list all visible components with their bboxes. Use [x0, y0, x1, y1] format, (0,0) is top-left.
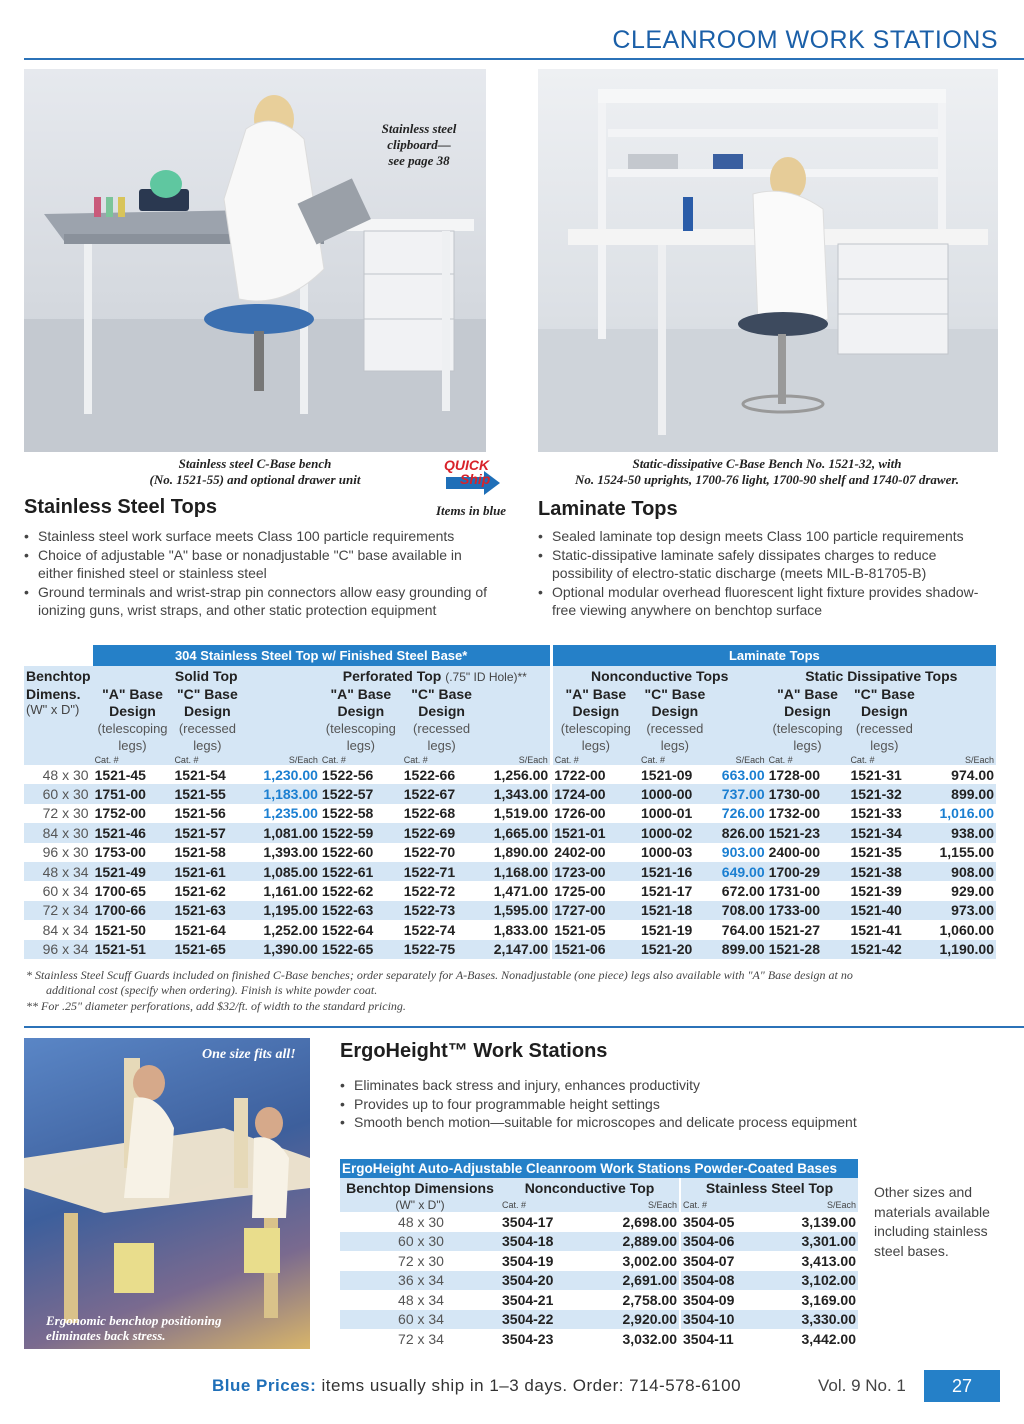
- noncond-c-cat-cell: 1521-19: [640, 921, 693, 938]
- each-label: S/Each: [826, 1200, 856, 1210]
- table-row: [24, 940, 996, 959]
- each-label: S/Each: [288, 754, 318, 765]
- ergo-row: [340, 1310, 858, 1330]
- each-label: S/Each: [964, 754, 994, 765]
- ergo-stainless-price-cell: 3,301.00: [754, 1232, 858, 1252]
- solid-a-cat-cell: 1521-45: [94, 766, 146, 783]
- volume-label: Vol. 9 No. 1: [818, 1376, 906, 1395]
- static-c-cat-cell: 1521-40: [848, 901, 920, 920]
- left-caption-line-1: Stainless steel C-Base bench: [178, 456, 332, 471]
- perf-c-base-head: "C" Base Design (recessed legs): [411, 686, 472, 753]
- perf-price-cell: 1,343.00: [481, 784, 551, 803]
- clipboard-callout: [354, 121, 484, 169]
- ergo-overlay-line-1: Ergonomic benchtop positioning: [46, 1313, 222, 1328]
- ergo-noncond-cat-cell: 3504-21: [502, 1291, 554, 1308]
- solid-a-cat-cell: 1521-49: [93, 862, 173, 881]
- static-price-cell: 938.00: [920, 823, 996, 842]
- ergoheight-illustration: [24, 1038, 310, 1349]
- noncond-price-cell: 649.00: [711, 862, 767, 881]
- noncond-price-cell: 826.00: [711, 823, 767, 842]
- noncond-a-cat-cell: 1521-01: [551, 823, 639, 842]
- other-sizes-note: Other sizes and materials available including stainless steel bases.: [874, 1184, 990, 1259]
- ergo-stainless-cat-cell: 3504-08: [680, 1271, 754, 1291]
- ergo-bullet: • Smooth bench motion—suitable for microscopes and delicate process equipment: [340, 1113, 900, 1132]
- noncond-a-cat-cell: 1724-00: [551, 784, 639, 803]
- ergo-noncond-price-cell: 2,698.00: [622, 1213, 677, 1230]
- ergo-row: [340, 1251, 858, 1271]
- laminate-bench-photo: [538, 69, 998, 452]
- ergo-stainless-cat-cell: 3504-11: [680, 1329, 754, 1349]
- static-price-cell: 1,016.00: [939, 805, 994, 822]
- perf-c-cat-cell: 1522-66: [403, 766, 456, 783]
- ergo-stainless-cat-cell: 3504-07: [680, 1251, 754, 1271]
- perf-price-cell: 1,833.00: [493, 921, 549, 938]
- each-label: S/Each: [735, 754, 765, 765]
- solid-a-cat-cell: 1752-00: [94, 805, 146, 822]
- perf-a-cat-cell: 1522-60: [321, 844, 374, 861]
- table-row: [24, 804, 996, 823]
- solid-c-cat-cell: 1521-54: [174, 766, 226, 783]
- perf-a-cat-cell: 1522-57: [320, 784, 402, 803]
- ergo-row: [340, 1232, 858, 1252]
- static-c-cat-cell: 1521-41: [850, 921, 902, 938]
- solid-c-cat-cell: 1521-65: [172, 940, 242, 959]
- noncond-c-cat-cell: 1521-16: [639, 862, 711, 881]
- perf-c-cat-cell: 1522-72: [403, 883, 456, 900]
- noncond-price-cell: 708.00: [711, 901, 767, 920]
- static-c-cat-cell: 1521-39: [850, 883, 902, 900]
- perf-c-cat-cell: 1522-69: [402, 823, 482, 842]
- ergo-noncond-price-cell: 2,889.00: [570, 1232, 680, 1252]
- perf-c-cat-cell: 1522-67: [402, 784, 482, 803]
- static-a-cat-cell: 2400-00: [768, 844, 820, 861]
- solid-a-cat-cell: 1700-66: [93, 901, 173, 920]
- perf-price-cell: 1,256.00: [493, 766, 549, 783]
- perf-a-base-head: "A" Base Design (telescoping legs): [325, 686, 396, 753]
- ergo-stainless-price-cell: 3,169.00: [801, 1291, 856, 1308]
- ergo-bullets: [340, 1076, 900, 1132]
- noncond-c-cat-cell: 1000-02: [639, 823, 711, 842]
- dimension-cell: 72 x 30: [42, 805, 89, 822]
- ergo-stainless-cat-cell: 3504-10: [680, 1310, 754, 1330]
- ergo-noncond-price-cell: 3,002.00: [622, 1252, 677, 1269]
- each-label: S/Each: [518, 754, 548, 765]
- perf-price-cell: 2,147.00: [481, 940, 551, 959]
- cat-label: Cat. #: [403, 754, 428, 765]
- perf-price-cell: 1,519.00: [493, 805, 549, 822]
- solid-a-cat-cell: 1521-46: [93, 823, 173, 842]
- ergo-noncond-cat-cell: 3504-19: [502, 1252, 554, 1269]
- noncond-price-cell: 663.00: [721, 766, 765, 783]
- ergo-noncond-cat-cell: 3504-23: [502, 1330, 554, 1347]
- static-a-cat-cell: 1521-27: [768, 921, 820, 938]
- perf-price-cell: 1,890.00: [493, 844, 549, 861]
- static-a-cat-cell: 1732-00: [768, 805, 820, 822]
- ergo-noncond-cat-cell: 3504-18: [500, 1232, 570, 1252]
- each-label: S/Each: [647, 1200, 677, 1210]
- ergo-dimension-cell: 48 x 34: [398, 1291, 444, 1308]
- table-row: [24, 843, 996, 862]
- ergo-photo-overlay-top: One size fits all!: [202, 1047, 296, 1062]
- ergo-stainless-price-cell: 3,413.00: [801, 1252, 856, 1269]
- dimension-cell: 60 x 30: [24, 784, 93, 803]
- static-c-cat-cell: 1521-35: [850, 844, 902, 861]
- ergo-noncond-cat-cell: 3504-20: [500, 1271, 570, 1291]
- solid-price-cell: 1,161.00: [263, 883, 318, 900]
- table-row: [24, 901, 996, 920]
- laminate-bullet: • Sealed laminate top design meets Class 100 particle requirements: [538, 527, 998, 546]
- dimension-cell: 60 x 34: [42, 883, 89, 900]
- perf-c-cat-cell: 1522-75: [402, 940, 482, 959]
- static-c-cat-cell: 1521-38: [848, 862, 920, 881]
- ergo-stainless-cat-cell: 3504-05: [680, 1212, 754, 1232]
- solid-price-cell: 1,393.00: [263, 844, 318, 861]
- stainless-bullet: • Stainless steel work surface meets Class 100 particle requirements: [24, 527, 494, 546]
- noncond-a-cat-cell: 1521-06: [551, 940, 639, 959]
- static-price-cell: 1,155.00: [939, 844, 994, 861]
- ergo-bullet: • Provides up to four programmable height settings: [340, 1095, 900, 1114]
- section-divider: [24, 1026, 1024, 1028]
- noncond-price-cell: 764.00: [721, 921, 765, 938]
- noncond-a-cat-cell: 1725-00: [551, 881, 639, 900]
- solid-price-cell: 1,085.00: [242, 862, 320, 881]
- solid-c-cat-cell: 1521-57: [172, 823, 242, 842]
- ergo-row: [340, 1271, 858, 1291]
- perf-a-cat-cell: 1522-64: [321, 921, 374, 938]
- table-row: [24, 920, 996, 939]
- perf-a-cat-cell: 1522-56: [321, 766, 374, 783]
- stainless-bullet: • Choice of adjustable "A" base or nonadjustable "C" base available in either finished steel or stainless steel: [24, 546, 494, 583]
- cat-label: Cat. #: [94, 754, 119, 765]
- dim-label-line-3: (W" x D"): [26, 702, 80, 717]
- callout-line-2: clipboard—: [387, 137, 451, 152]
- static-price-cell: 974.00: [951, 766, 994, 783]
- callout-line-1: Stainless steel: [381, 121, 457, 136]
- table-row: [24, 765, 996, 784]
- static-c-cat-cell: 1521-32: [848, 784, 920, 803]
- price-table-body: [24, 765, 996, 959]
- cat-label: Cat. #: [768, 754, 793, 765]
- solid-c-base-head: "C" Base Design (recessed legs): [177, 686, 238, 753]
- solid-price-cell: 1,230.00: [263, 766, 318, 783]
- ergo-noncond-cat-cell: 3504-17: [502, 1213, 554, 1230]
- stainless-bullets: [24, 527, 494, 620]
- band-laminate: Laminate Tops: [551, 645, 996, 666]
- solid-price-cell: 1,390.00: [242, 940, 320, 959]
- footnote-1a: * Stainless Steel Scuff Guards included on finished C-Base benches; order separately for A-Bases. Nonadjustable (one piece) legs also available with "A" Base design at no: [26, 968, 853, 982]
- noncond-price-cell: 737.00: [711, 784, 767, 803]
- noncond-a-cat-cell: 1723-00: [551, 862, 639, 881]
- cat-label: Cat. #: [680, 1198, 754, 1212]
- static-price-cell: 908.00: [920, 862, 996, 881]
- dimension-cell: 48 x 34: [24, 862, 93, 881]
- noncond-a-cat-cell: 1726-00: [551, 804, 639, 823]
- blue-prices-label: Blue Prices:: [212, 1376, 317, 1395]
- noncond-a-cat-cell: 2402-00: [551, 843, 639, 862]
- ergo-noncond-price-cell: 3,032.00: [622, 1330, 677, 1347]
- noncond-c-cat-cell: 1521-17: [640, 883, 693, 900]
- group-perforated-top: [320, 666, 551, 686]
- laminate-bench-illustration: [538, 69, 998, 452]
- quick-ship-line-1: QUICK: [444, 457, 490, 473]
- ergo-dimension-cell: 36 x 34: [340, 1271, 500, 1291]
- solid-price-cell: 1,235.00: [263, 805, 318, 822]
- solid-c-cat-cell: 1521-62: [174, 883, 226, 900]
- left-photo-caption: [24, 456, 486, 488]
- stainless-tops-heading: Stainless Steel Tops: [24, 496, 218, 518]
- noncond-a-base-head: "A" Base Design (telescoping legs): [551, 686, 639, 754]
- static-a-cat-cell: 1728-00: [768, 766, 820, 783]
- ergo-stainless-cat-cell: 3504-09: [680, 1290, 754, 1310]
- ergo-stainless-price-cell: 3,102.00: [754, 1271, 858, 1291]
- left-caption-line-2: (No. 1521-55) and optional drawer unit: [149, 472, 361, 487]
- table-row: [24, 881, 996, 900]
- callout-line-3: see page 38: [388, 153, 450, 168]
- perforated-label: Perforated Top: [342, 668, 442, 684]
- ergo-noncond-price-cell: 2,691.00: [570, 1271, 680, 1291]
- solid-c-cat-cell: 1521-56: [174, 805, 226, 822]
- perf-a-cat-cell: 1522-59: [320, 823, 402, 842]
- quick-ship-line-2: Ship: [460, 471, 491, 487]
- ergo-stainless-cat-cell: 3504-06: [680, 1232, 754, 1252]
- dim-label-line-1: Benchtop: [26, 668, 91, 684]
- cat-label: Cat. #: [502, 1200, 527, 1210]
- static-price-cell: 1,060.00: [939, 921, 994, 938]
- right-caption-line-1: Static-dissipative C-Base Bench No. 1521-32, with: [632, 456, 902, 471]
- noncond-c-cat-cell: 1000-03: [640, 844, 693, 861]
- ergo-row: [340, 1329, 858, 1349]
- ergo-dimension-cell: 60 x 30: [340, 1232, 500, 1252]
- ergo-dimension-cell: 48 x 30: [398, 1213, 444, 1230]
- perf-c-cat-cell: 1522-70: [403, 844, 456, 861]
- ergo-noncond-price-cell: 2,758.00: [622, 1291, 677, 1308]
- perf-c-cat-cell: 1522-74: [403, 921, 456, 938]
- group-static-dissipative: Static Dissipative Tops: [805, 668, 958, 684]
- static-a-base-head: "A" Base Design (telescoping legs): [772, 686, 843, 753]
- items-in-blue-note: Items in blue: [436, 503, 507, 518]
- ergo-dimension-cell: 60 x 34: [340, 1310, 500, 1330]
- ergo-table: [340, 1159, 858, 1349]
- stainless-bench-photo: [24, 69, 486, 452]
- ergo-dimension-cell: 72 x 30: [398, 1252, 444, 1269]
- table-row: [24, 862, 996, 881]
- ergo-col-noncond: Nonconductive Top: [524, 1180, 655, 1196]
- noncond-c-cat-cell: 1521-09: [640, 766, 693, 783]
- dimension-cell: 96 x 30: [42, 844, 89, 861]
- band-stainless: 304 Stainless Steel Top w/ Finished Steel Base*: [93, 645, 552, 666]
- dim-label-line-2: Dimens.: [26, 686, 81, 702]
- laminate-bullets: [538, 527, 998, 620]
- ergo-row: [340, 1290, 858, 1310]
- perf-a-cat-cell: 1522-61: [320, 862, 402, 881]
- solid-a-cat-cell: 1753-00: [94, 844, 146, 861]
- solid-a-cat-cell: 1521-50: [94, 921, 146, 938]
- noncond-price-cell: 726.00: [721, 805, 765, 822]
- static-price-cell: 929.00: [951, 883, 994, 900]
- ergo-dims-sub: (W" x D"): [395, 1198, 445, 1212]
- static-c-cat-cell: 1521-42: [848, 940, 920, 959]
- ergo-table-body: [340, 1212, 858, 1349]
- perf-a-cat-cell: 1522-62: [321, 883, 374, 900]
- noncond-price-cell: 672.00: [721, 883, 765, 900]
- page-number: 27: [924, 1370, 1000, 1402]
- ergo-stainless-price-cell: 3,442.00: [801, 1330, 856, 1347]
- cat-label: Cat. #: [640, 754, 665, 765]
- solid-c-cat-cell: 1521-63: [172, 901, 242, 920]
- solid-a-cat-cell: 1521-51: [93, 940, 173, 959]
- perf-price-cell: 1,168.00: [481, 862, 551, 881]
- ergoheight-photo: [24, 1038, 310, 1349]
- ergo-stainless-price-cell: 3,330.00: [754, 1310, 858, 1330]
- right-caption-line-2: No. 1524-50 uprights, 1700-76 light, 1700-90 shelf and 1740-07 drawer.: [575, 472, 959, 487]
- solid-price-cell: 1,183.00: [242, 784, 320, 803]
- footer-blue-prices: [212, 1376, 741, 1396]
- noncond-c-cat-cell: 1000-00: [639, 784, 711, 803]
- solid-c-cat-cell: 1521-61: [172, 862, 242, 881]
- perf-a-cat-cell: 1522-63: [320, 901, 402, 920]
- group-solid-top: Solid Top: [174, 668, 238, 684]
- ergo-col-stainless: Stainless Steel Top: [680, 1178, 858, 1198]
- static-price-cell: 899.00: [920, 784, 996, 803]
- cat-label: Cat. #: [551, 754, 639, 765]
- perf-a-cat-cell: 1522-58: [321, 805, 374, 822]
- group-nonconductive: Nonconductive Tops: [551, 666, 766, 686]
- noncond-a-cat-cell: 1722-00: [551, 765, 639, 784]
- quick-ship-logo: [440, 455, 504, 497]
- header-rule: [24, 58, 1024, 60]
- blue-prices-text: items usually ship in 1–3 days. Order: 714-578-6100: [316, 1376, 742, 1395]
- solid-c-cat-cell: 1521-58: [174, 844, 226, 861]
- stainless-bullet: • Ground terminals and wrist-strap pin connectors allow easy grounding of ionizing guns, wrist straps, and other static protection equipment: [24, 583, 494, 620]
- table-row: [24, 784, 996, 803]
- table-row: [24, 823, 996, 842]
- perf-c-cat-cell: 1522-71: [402, 862, 482, 881]
- ergo-photo-overlay-bottom: [46, 1313, 222, 1343]
- static-a-cat-cell: 1731-00: [768, 883, 820, 900]
- ergo-col-dims: Benchtop Dimensions: [346, 1180, 494, 1196]
- cat-label: Cat. #: [321, 754, 346, 765]
- dimension-cell: 72 x 34: [24, 901, 93, 920]
- solid-a-base-head: "A" Base Design (telescoping legs): [97, 686, 168, 753]
- noncond-a-cat-cell: 1521-05: [551, 920, 639, 939]
- page-title: CLEANROOM WORK STATIONS: [612, 26, 998, 54]
- noncond-a-cat-cell: 1727-00: [551, 901, 639, 920]
- dimension-cell: 84 x 34: [42, 921, 89, 938]
- ergo-row: [340, 1212, 858, 1232]
- footnote-1b: additional cost (specify when ordering). Finish is white powder coat.: [46, 983, 378, 997]
- solid-price-cell: 1,195.00: [242, 901, 320, 920]
- ergo-noncond-cat-cell: 3504-22: [500, 1310, 570, 1330]
- static-a-cat-cell: 1521-23: [767, 823, 849, 842]
- perf-a-cat-cell: 1522-65: [320, 940, 402, 959]
- laminate-bullet: • Static-dissipative laminate safely dissipates charges to reduce possibility of electro-static discharge (meets MIL-B-81705-B): [538, 546, 998, 583]
- ergo-noncond-price-cell: 2,920.00: [570, 1310, 680, 1330]
- dimension-cell: 84 x 30: [24, 823, 93, 842]
- static-c-cat-cell: 1521-31: [850, 766, 902, 783]
- noncond-price-cell: 903.00: [721, 844, 765, 861]
- perforated-note: (.75" ID Hole)**: [445, 670, 527, 684]
- noncond-c-cat-cell: 1000-01: [640, 805, 693, 822]
- ergo-table-title: ErgoHeight Auto-Adjustable Cleanroom Work Stations Powder-Coated Bases: [340, 1159, 858, 1178]
- solid-a-cat-cell: 1700-65: [94, 883, 146, 900]
- laminate-bullet: • Optional modular overhead fluorescent light fixture provides shadow-free viewing anywhere on benchtop surface: [538, 583, 998, 620]
- cat-label: Cat. #: [850, 754, 875, 765]
- ergoheight-heading: ErgoHeight™ Work Stations: [340, 1040, 608, 1062]
- solid-c-cat-cell: 1521-55: [172, 784, 242, 803]
- ergo-overlay-line-2: eliminates back stress.: [46, 1328, 166, 1343]
- ergo-bullet: • Eliminates back stress and injury, enhances productivity: [340, 1076, 900, 1095]
- ergo-dimension-cell: 72 x 34: [398, 1330, 444, 1347]
- noncond-c-cat-cell: 1521-18: [639, 901, 711, 920]
- laminate-tops-heading: Laminate Tops: [538, 498, 678, 520]
- page-header: [0, 0, 1024, 62]
- solid-a-cat-cell: 1751-00: [93, 784, 173, 803]
- dimension-cell: 96 x 34: [24, 940, 93, 959]
- noncond-c-base-head: "C" Base Design (recessed legs): [644, 686, 706, 753]
- perf-c-cat-cell: 1522-73: [402, 901, 482, 920]
- static-c-cat-cell: 1521-34: [848, 823, 920, 842]
- static-c-cat-cell: 1521-33: [850, 805, 902, 822]
- ergo-stainless-price-cell: 3,139.00: [801, 1213, 856, 1230]
- footnote-2: ** For .25" diameter perforations, add $32/ft. of width to the standard pricing.: [26, 999, 406, 1013]
- static-price-cell: 1,190.00: [920, 940, 996, 959]
- static-a-cat-cell: 1700-29: [767, 862, 849, 881]
- solid-c-cat-cell: 1521-64: [174, 921, 226, 938]
- static-a-cat-cell: 1521-28: [767, 940, 849, 959]
- static-c-base-head: "C" Base Design (recessed legs): [853, 686, 915, 753]
- perf-price-cell: 1,665.00: [481, 823, 551, 842]
- noncond-c-cat-cell: 1521-20: [639, 940, 711, 959]
- price-table: [24, 645, 996, 959]
- static-a-cat-cell: 1733-00: [767, 901, 849, 920]
- perf-c-cat-cell: 1522-68: [403, 805, 456, 822]
- dimension-cell: 48 x 30: [42, 766, 89, 783]
- static-a-cat-cell: 1730-00: [767, 784, 849, 803]
- noncond-price-cell: 899.00: [711, 940, 767, 959]
- static-price-cell: 973.00: [920, 901, 996, 920]
- cat-label: Cat. #: [174, 754, 199, 765]
- solid-price-cell: 1,081.00: [242, 823, 320, 842]
- perf-price-cell: 1,595.00: [481, 901, 551, 920]
- perf-price-cell: 1,471.00: [493, 883, 549, 900]
- solid-price-cell: 1,252.00: [263, 921, 318, 938]
- right-photo-caption: [520, 456, 1014, 488]
